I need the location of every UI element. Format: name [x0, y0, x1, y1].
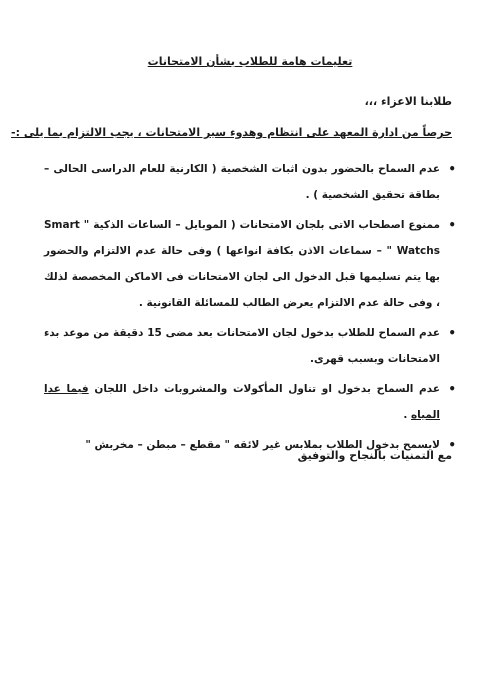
instruction-item-4-end: .: [403, 409, 411, 421]
closing-text: مع التمنيات بالنجاح والتوفيق: [297, 449, 452, 462]
instruction-item-2: • ممنوع اصطحاب الاتى بلجان الامتحانات ( الموبايل – الساعات الذكية " Smart Watchs " – سماعات الاذن بكافة انواعها ) وفى حالة عدم الالتزام والحضور بها يتم تسليمها قبل الدخول الى لجان الامتحانات فى الاماكن المخصصة لذلك ، وفى حالة عدم الالتزام يعرض الطالب للمسائلة القانونية .: [44, 212, 456, 316]
document-title: [0, 55, 500, 68]
greeting-text: طلابنا الاعزاء ،،،: [364, 95, 452, 108]
instruction-item-4-text: عدم السماح بدخول او تناول المأكولات والمشروبات داخل اللجان: [88, 383, 440, 395]
document-title-text: تعليمات هامة للطلاب بشأن الامتحانات: [147, 55, 353, 68]
instruction-item-3: • عدم السماح للطلاب بدخول لجان الامتحانات بعد مضى 15 دقيقة من موعد بدء الامتحانات وبسبب قهرى.: [44, 320, 456, 372]
intro-text: حرصاً من ادارة المعهد على انتظام وهدوء سير الامتحانات ، يجب الالتزام بما يلى :-: [11, 126, 452, 139]
instruction-item-4-underlined: فيما عدا المياه: [44, 383, 440, 421]
instructions-list: [44, 156, 456, 462]
instruction-item-5: • لايسمح بدخول الطلاب بملابس غير لائقه " مقطع – مبطن – مخربش ": [44, 432, 456, 458]
instruction-item-1: • عدم السماح بالحضور بدون اثبات الشخصية ( الكارنية للعام الدراسى الحالى – بطاقة تحقيق الشخصية ) .: [44, 156, 456, 208]
instruction-item-4: [44, 376, 456, 428]
